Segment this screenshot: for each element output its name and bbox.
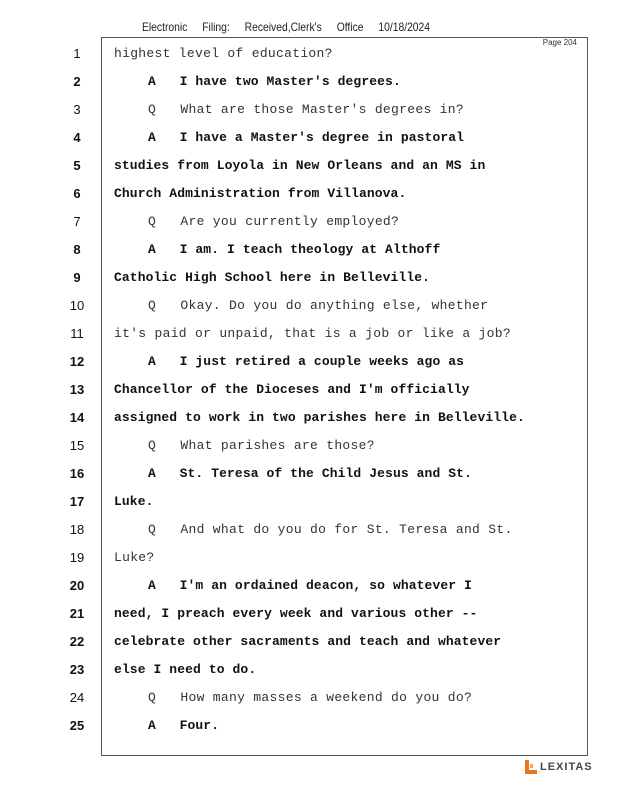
question-text: highest level of education? — [114, 46, 333, 61]
answer-text: celebrate other sacraments and teach and whatever — [114, 634, 502, 649]
line-number: 9 — [73, 270, 81, 285]
filing-label: Filing: — [202, 20, 230, 34]
answer-text: Catholic High School here in Belleville. — [114, 270, 431, 285]
line-number: 4 — [73, 130, 81, 145]
line-number: 25 — [69, 718, 85, 733]
answer-text: A I have a Master's degree in pastoral — [148, 130, 465, 145]
answer-text: need, I preach every week and various other -- — [114, 606, 478, 621]
line-number: 5 — [73, 158, 81, 173]
answer-text: A St. Teresa of the Child Jesus and St. — [148, 466, 472, 481]
lexitas-logo-icon — [524, 759, 538, 775]
filing-electronic: Electronic — [142, 20, 188, 34]
line-number: 3 — [73, 102, 81, 117]
question-text: it's paid or unpaid, that is a job or like a job? — [114, 326, 511, 341]
answer-text: A I'm an ordained deacon, so whatever I — [148, 578, 472, 593]
question-text: Q How many masses a weekend do you do? — [148, 690, 473, 705]
line-number: 18 — [69, 522, 85, 537]
line-number: 21 — [69, 606, 85, 621]
lexitas-logo — [524, 758, 593, 776]
answer-text: assigned to work in two parishes here in Belleville. — [114, 410, 525, 425]
filing-received: Received,Clerk's — [244, 20, 322, 34]
line-number: 22 — [69, 634, 85, 649]
line-number: 23 — [69, 662, 85, 677]
question-text: Luke? — [114, 550, 155, 565]
line-number: 16 — [69, 466, 85, 481]
answer-text: A I am. I teach theology at Althoff — [148, 242, 441, 257]
answer-text: studies from Loyola in New Orleans and an MS in — [114, 158, 486, 173]
line-number: 15 — [69, 438, 85, 453]
page-label: Page 204 — [542, 38, 577, 47]
answer-text: A Four. — [148, 718, 220, 733]
line-number: 14 — [69, 410, 85, 425]
question-text: Q What parishes are those? — [148, 438, 375, 453]
question-text: Q Okay. Do you do anything else, whether — [148, 298, 489, 313]
line-number: 12 — [69, 354, 85, 369]
line-number: 17 — [69, 494, 85, 509]
answer-text: Church Administration from Villanova. — [114, 186, 407, 201]
answer-text: A I just retired a couple weeks ago as — [148, 354, 465, 369]
line-number: 1 — [73, 46, 81, 61]
answer-text: else I need to do. — [114, 662, 257, 677]
line-number: 13 — [69, 382, 85, 397]
line-number: 7 — [73, 214, 81, 229]
line-number: 10 — [69, 298, 85, 313]
line-number: 8 — [73, 242, 81, 257]
filing-date: 10/18/2024 — [378, 20, 431, 34]
lexitas-logo-text: LEXITAS — [540, 761, 593, 773]
line-number: 6 — [73, 186, 81, 201]
line-number: 20 — [69, 578, 85, 593]
line-number: 24 — [69, 690, 85, 705]
answer-text: A I have two Master's degrees. — [148, 74, 401, 89]
answer-text: Chancellor of the Dioceses and I'm officially — [114, 382, 470, 397]
line-number: 2 — [73, 74, 81, 89]
line-number: 19 — [69, 550, 85, 565]
filing-office: Office — [336, 20, 364, 34]
question-text: Q What are those Master's degrees in? — [148, 102, 464, 117]
answer-text: Luke. — [114, 494, 154, 509]
question-text: Q Are you currently employed? — [148, 214, 400, 229]
question-text: Q And what do you do for St. Teresa and St. — [148, 522, 513, 537]
line-number: 11 — [70, 326, 84, 341]
filing-header — [142, 20, 442, 34]
